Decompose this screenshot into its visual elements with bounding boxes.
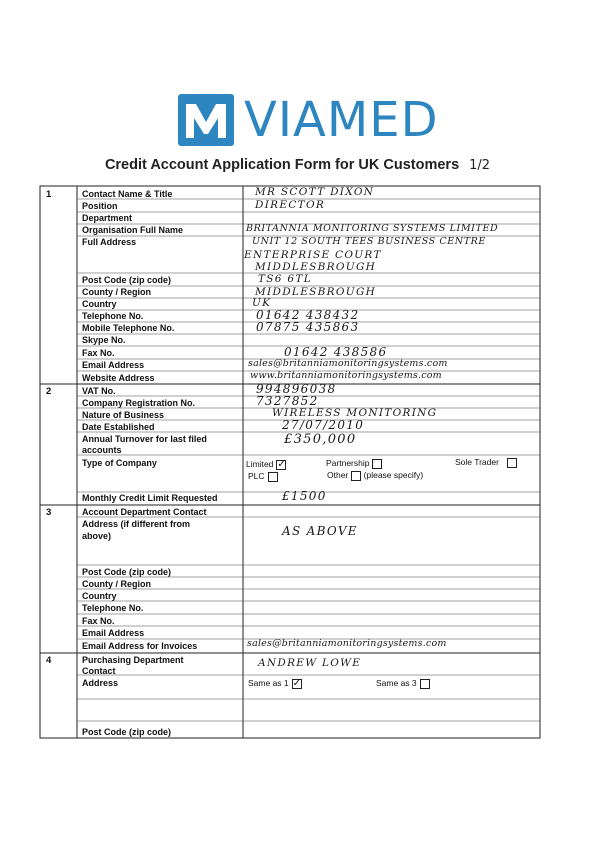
label-annual-turnover-2: accounts [82, 445, 122, 455]
label-contact-name: Contact Name & Title [82, 189, 173, 199]
section-number-2: 2 [46, 386, 52, 397]
label-country-3: Country [82, 591, 117, 601]
label-email-3: Email Address [82, 628, 145, 638]
label-company-registration: Company Registration No. [82, 398, 196, 408]
label-vat: VAT No. [82, 386, 116, 396]
value-email: sales@britanniamonitoringsystems.com [248, 358, 448, 369]
label-type-of-company: Type of Company [82, 458, 157, 468]
option-sole-trader-label: Sole Trader [455, 457, 499, 467]
viamed-logo-mark [178, 94, 234, 146]
label-post-code: Post Code (zip code) [82, 275, 172, 285]
option-other-note: (please specify) [363, 470, 424, 480]
same-as-3-checkbox[interactable] [420, 679, 430, 689]
value-country: UK [252, 297, 272, 309]
option-same-as-1 [248, 677, 301, 690]
brand-name: VIAMED [244, 92, 439, 148]
label-website: Website Address [82, 373, 155, 383]
value-purchasing-contact: ANDREW LOWE [258, 657, 362, 669]
value-website: www.britanniamonitoringsystems.com [250, 370, 442, 381]
label-email: Email Address [82, 360, 145, 370]
value-annual-turnover: £350,000 [284, 432, 357, 447]
option-plc-label: PLC [248, 471, 265, 481]
option-partnership-label: Partnership [326, 458, 370, 468]
value-address-line-3: MIDDLESBROUGH [255, 261, 377, 273]
value-email-invoices: sales@britanniamonitoringsystems.com [247, 638, 447, 649]
value-nature-of-business: WIRELESS MONITORING [272, 407, 438, 419]
label-organisation-name: Organisation Full Name [82, 225, 184, 235]
label-address-4: Address [82, 678, 119, 688]
label-mobile-telephone: Mobile Telephone No. [82, 323, 175, 333]
label-county-region-3: County / Region [82, 579, 151, 589]
label-account-department-contact: Account Department Contact [82, 507, 207, 517]
label-purchasing-department: Purchasing Department [82, 655, 184, 665]
label-address-if-different: Address (if different from [82, 519, 191, 529]
value-vat: 994896038 [256, 382, 337, 396]
option-same-as-3 [376, 677, 430, 689]
label-department: Department [82, 213, 133, 223]
label-fax: Fax No. [82, 348, 115, 358]
same-as-1-check-icon: ✓ [292, 678, 302, 689]
label-position: Position [82, 201, 118, 211]
label-nature-of-business: Nature of Business [82, 410, 165, 420]
option-limited-label: Limited [246, 459, 274, 469]
label-address-if-different-2: above) [82, 531, 112, 541]
option-other [327, 469, 423, 481]
label-annual-turnover: Annual Turnover for last filed [82, 434, 207, 444]
option-sole-trader [455, 456, 517, 468]
value-organisation-name: BRITANNIA MONITORING SYSTEMS LIMITED [246, 223, 499, 234]
label-telephone: Telephone No. [82, 311, 144, 321]
label-post-code-3: Post Code (zip code) [82, 567, 172, 577]
other-checkbox[interactable] [351, 471, 361, 481]
label-county-region: County / Region [82, 287, 151, 297]
label-monthly-credit-limit: Monthly Credit Limit Requested [82, 493, 218, 503]
partnership-checkbox[interactable] [372, 459, 382, 469]
label-post-code-4: Post Code (zip code) [82, 727, 172, 737]
option-same-as-3-label: Same as 3 [376, 678, 417, 688]
option-partnership [326, 457, 382, 469]
viamed-logo [178, 94, 448, 150]
value-monthly-credit-limit: £1500 [282, 489, 327, 503]
value-company-registration: 7327852 [256, 394, 319, 408]
label-full-address: Full Address [82, 237, 137, 247]
page-indicator: 1/2 [469, 158, 491, 173]
section-number-3: 3 [46, 507, 52, 518]
value-mobile-telephone: 07875 435863 [256, 320, 360, 334]
option-plc [248, 470, 278, 482]
value-address-line-2: ENTERPRISE COURT [244, 249, 382, 261]
section-number-1: 1 [46, 189, 52, 200]
value-county-region: MIDDLESBROUGH [255, 286, 377, 298]
option-same-as-1-label: Same as 1 [248, 678, 289, 688]
label-purchasing-department-2: Contact [82, 666, 116, 676]
label-date-established: Date Established [82, 422, 155, 432]
plc-checkbox[interactable] [268, 472, 278, 482]
sole-trader-checkbox[interactable] [507, 458, 517, 468]
label-country: Country [82, 299, 117, 309]
form-title [0, 157, 595, 173]
value-contact-name: MR SCOTT DIXON [255, 186, 375, 198]
value-account-address: AS ABOVE [282, 524, 358, 538]
label-fax-3: Fax No. [82, 616, 115, 626]
section-number-4: 4 [46, 655, 52, 666]
value-date-established: 27/07/2010 [282, 418, 365, 432]
label-skype: Skype No. [82, 335, 126, 345]
value-fax: 01642 438586 [284, 345, 388, 359]
value-position: DIRECTOR [255, 199, 326, 211]
value-post-code: TS6 6TL [258, 273, 312, 285]
value-address-line-1: UNIT 12 SOUTH TEES BUSINESS CENTRE [252, 236, 486, 247]
value-telephone: 01642 438432 [256, 308, 360, 322]
label-email-invoices: Email Address for Invoices [82, 641, 198, 651]
limited-check-icon: ✓ [277, 459, 286, 470]
form-title-text: Credit Account Application Form for UK Customers [104, 157, 460, 173]
option-other-label: Other [327, 470, 349, 480]
label-telephone-3: Telephone No. [82, 603, 144, 613]
